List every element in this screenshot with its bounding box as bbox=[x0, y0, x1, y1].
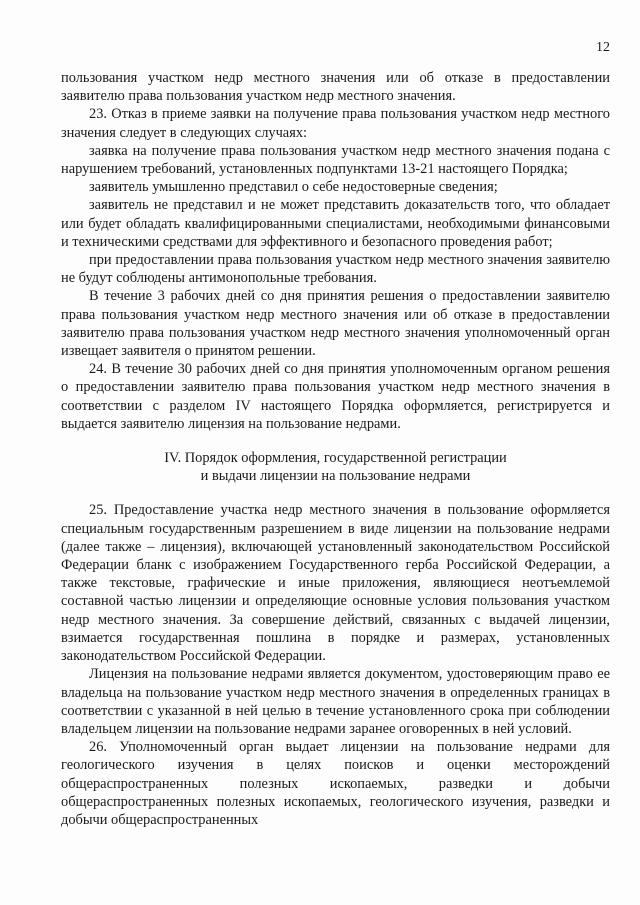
paragraph-continuation: пользования участком недр местного значения или об отказе в предоставлении заявителю права пользования участком недр местного значения. bbox=[61, 70, 610, 105]
paragraph-reason-4: при предоставлении права пользования участком недр местного значения заявителю не будут соблюдены антимонопольные требования. bbox=[61, 252, 610, 287]
paragraph-reason-1: заявка на получение права пользования участком недр местного значения подана с нарушением требований, установленных подпунктами 13-21 настоящего Порядка; bbox=[61, 142, 610, 178]
section-heading-line-1: IV. Порядок оформления, государственной регистрации bbox=[164, 450, 507, 467]
section-heading-line-2: и выдачи лицензии на пользование недрами bbox=[200, 468, 471, 485]
paragraph-license-definition: Лицензия на пользование недрами является документом, удостоверяющим право ее владельца на пользование участком недр местного значения в определенных границах в соответствии с указанной в ней целью в течение установленного срока при соблюдении владельцем лицензии на пользование недрами заранее оговоренных в ней условий. bbox=[61, 666, 610, 737]
paragraph-item-26: 26. Уполномоченный орган выдает лицензии на пользование недрами для геологического изучения в целях поисков и оценки месторождений общераспространенных полезных ископаемых, разведки и добычи общераспространенных полезных ископаемых, геологического изучения, разведки и добычи общераспространенных bbox=[61, 739, 610, 828]
page-number: 12 bbox=[596, 40, 610, 55]
section-heading bbox=[61, 449, 610, 485]
paragraph-item-25: 25. Предоставление участка недр местного значения в пользование оформляется специальным государственным разрешением в виде лицензии на пользование недрами (далее также – лицензия), включающей установленный законодательством Российской Федерации бланк с изображением Государственного герба Российской Федерации, а также текстовые, графические и иные приложения, являющиеся неотъемлемой составной частью лицензии и определяющие основные условия пользования участком недр местного значения. За совершение действий, связанных с выдачей лицензии, взимается государственная пошлина в порядке и размерах, установленных законодательством Российской Федерации. bbox=[61, 502, 610, 665]
document-body bbox=[61, 69, 610, 829]
paragraph-reason-2: заявитель умышленно представил о себе недостоверные сведения; bbox=[89, 179, 498, 196]
paragraph-item-24: 24. В течение 30 рабочих дней со дня принятия уполномоченным органом решения о предоставлении заявителю права пользования участком недр местного значения в соответствии с разделом IV настоящего Порядка оформляется, регистрируется и выдается заявителю лицензия на пользование недрами. bbox=[61, 361, 610, 432]
paragraph-reason-3: заявитель не представил и не может представить доказательств того, что обладает или будет обладать квалифицированными специалистами, необходимыми финансовыми и техническими средствами для эффективного и безопасного проведения работ; bbox=[61, 197, 610, 250]
paragraph-item-23: 23. Отказ в приеме заявки на получение права пользования участком недр местного значения следует в следующих случаях: bbox=[61, 106, 610, 141]
paragraph-notification: В течение 3 рабочих дней со дня принятия решения о предоставлении заявителю права пользования участком недр местного значения или об отказе в предоставлении заявителю права пользования участком недр местного значения уполномоченный орган извещает заявителя о принятом решении. bbox=[61, 288, 610, 360]
